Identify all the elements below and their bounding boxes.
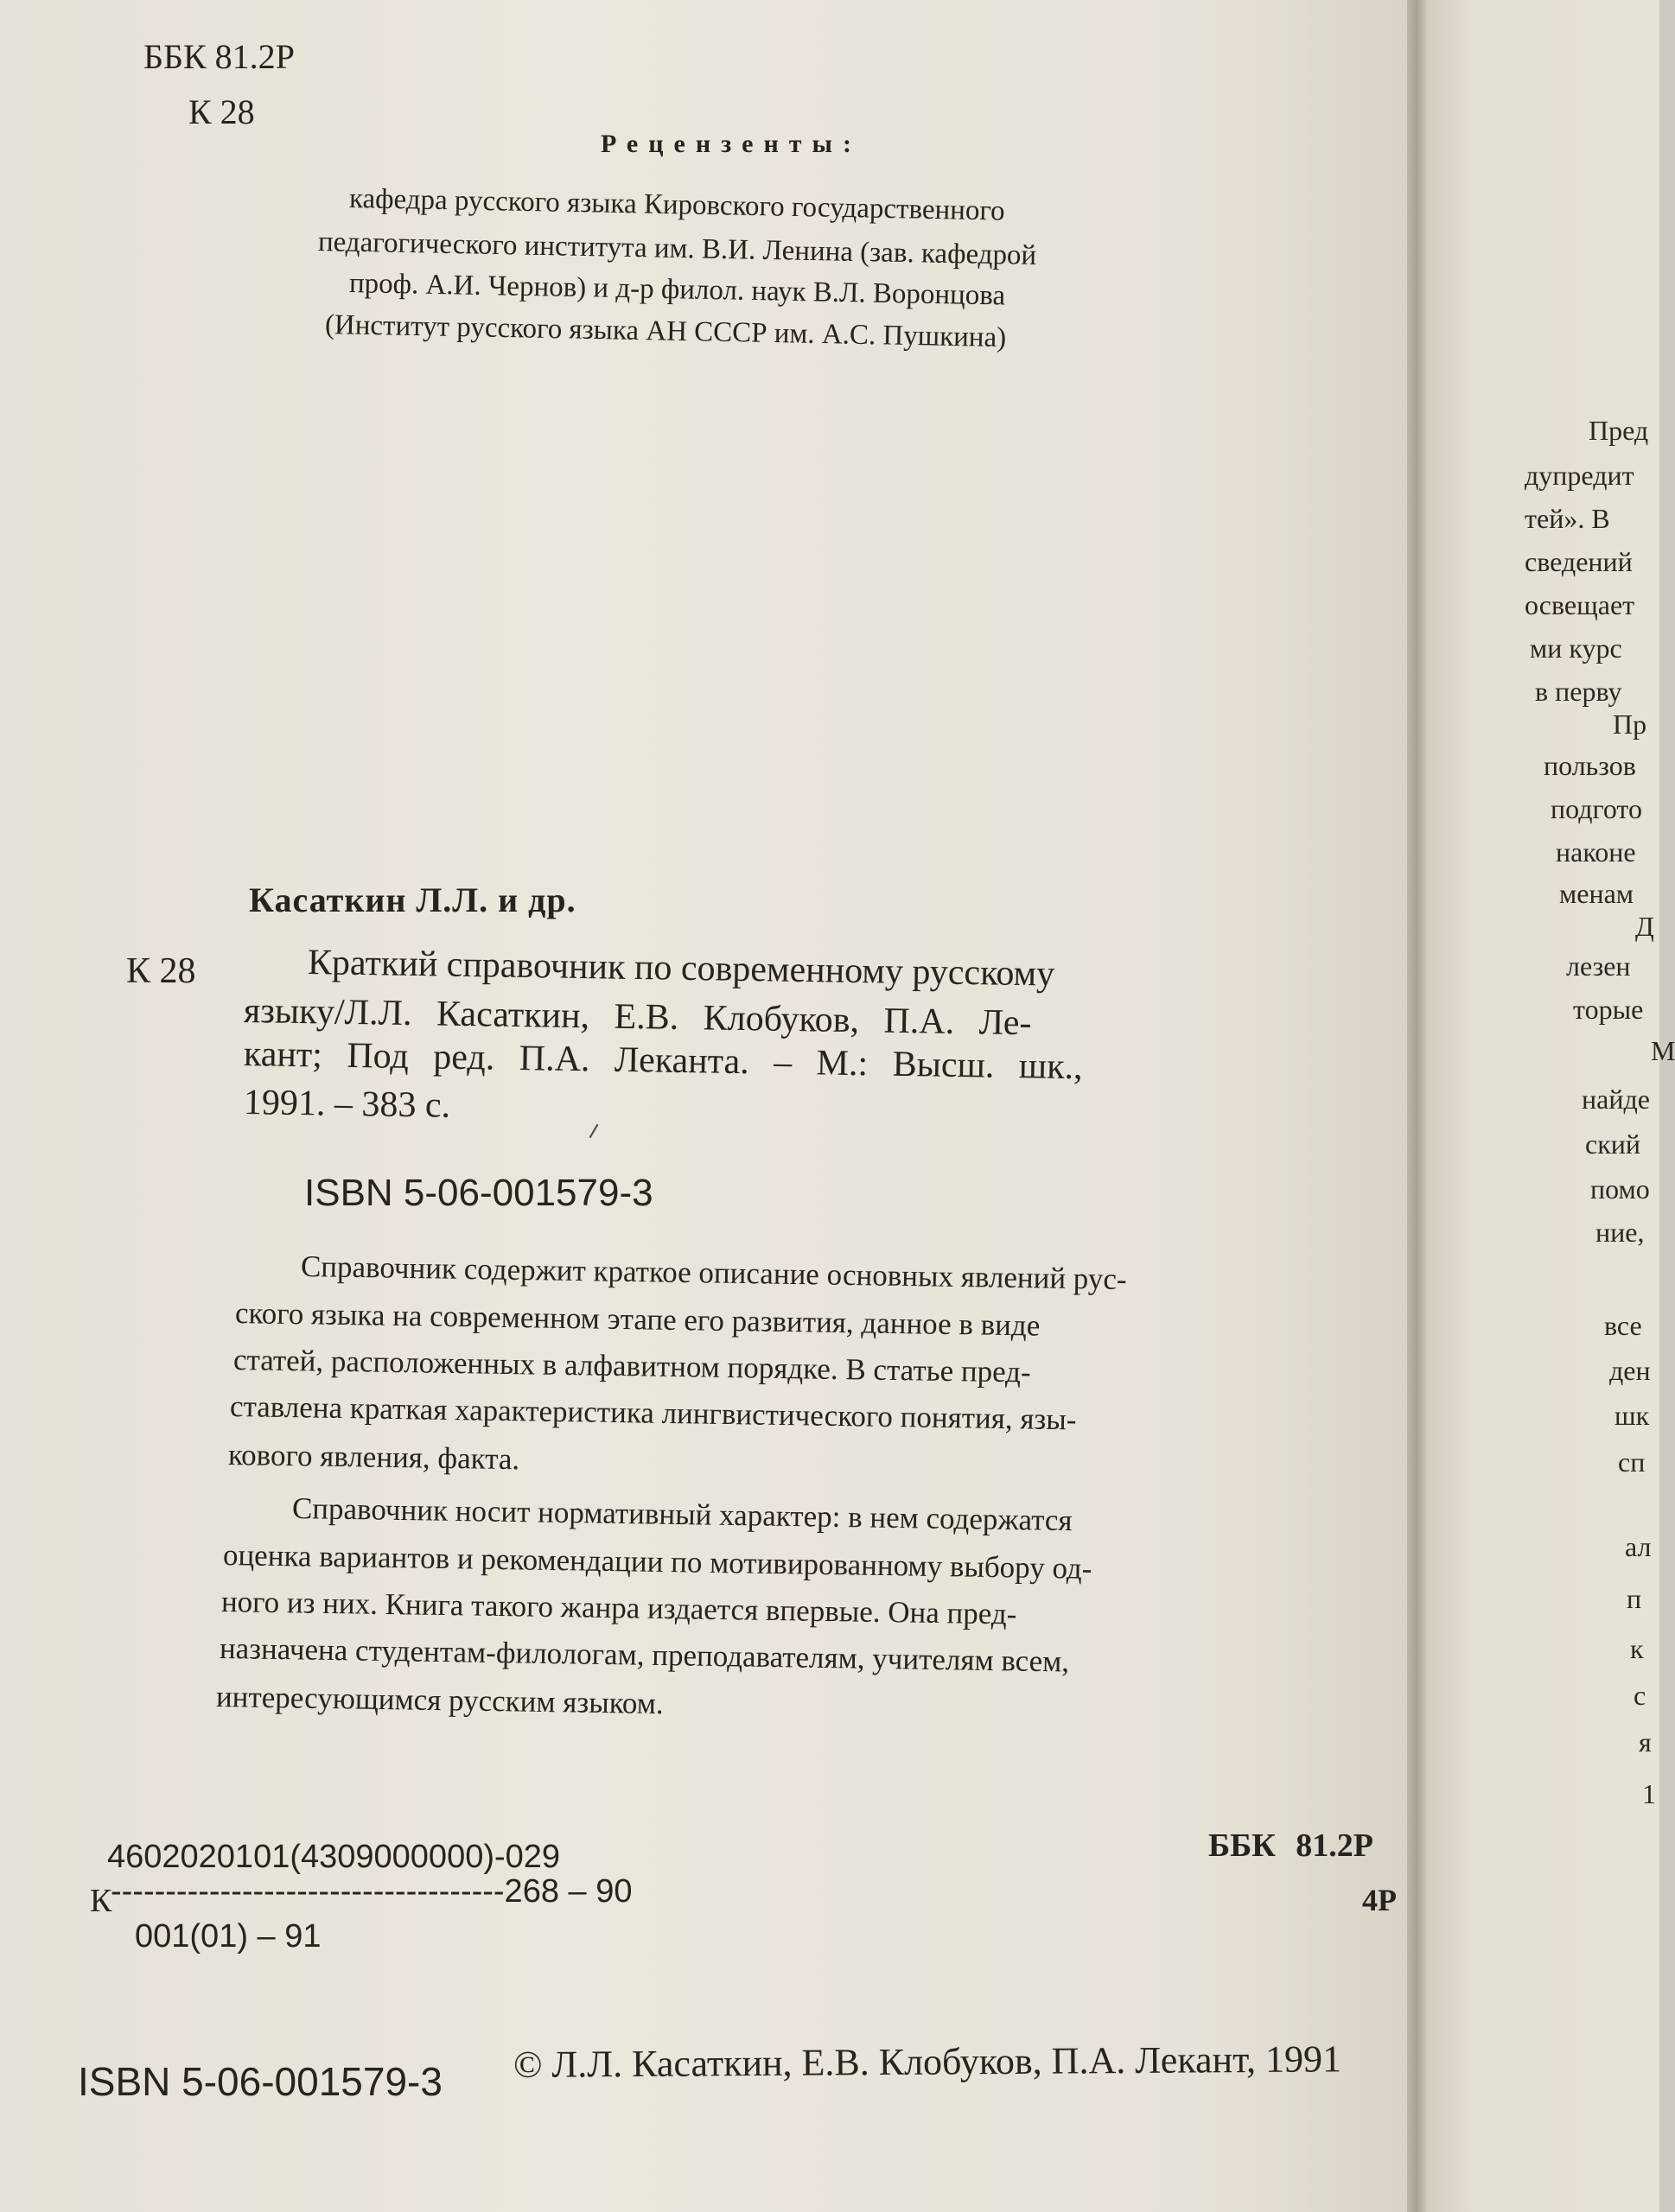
right-page-fragment: М <box>1651 1035 1675 1066</box>
right-page-fragment: все <box>1604 1310 1642 1341</box>
right-page-fragment: тей». В <box>1525 503 1610 534</box>
annotation-line: Справочник содержит краткое описание основных явлений рус- <box>300 1249 1127 1297</box>
publisher-code-k: К <box>90 1883 112 1919</box>
right-page-fragment: с <box>1634 1680 1646 1711</box>
reviewers-title: Рецензенты: <box>601 130 862 158</box>
reviewers-line: кафедра русского языка Кировского государственного <box>348 183 1005 227</box>
right-page-fragment: лезен <box>1566 950 1631 982</box>
right-page-fragment: подгото <box>1551 793 1642 824</box>
right-page-fragment: шк <box>1614 1400 1650 1431</box>
right-page-fragment: к <box>1630 1633 1644 1664</box>
reviewers-line: педагогического института им. В.И. Ленина (зав. кафедрой <box>317 226 1037 271</box>
publisher-code-line: ------------------------------------268 – 90 <box>111 1873 633 1910</box>
annotation-line: статей, расположенных в алфавитном порядке. В статье пред- <box>232 1343 1031 1389</box>
annotation-line: кового явления, факта. <box>227 1438 520 1477</box>
right-page-fragment: освещает <box>1525 589 1635 620</box>
bibliographic-reference-line: языку/Л.Л. Касаткин, Е.В. Клобуков, П.А. Ле- <box>243 991 1032 1044</box>
right-page-fragment: п <box>1627 1583 1642 1614</box>
bibliographic-reference-line: кант; Под ред. П.А. Леканта. – М.: Высш. шк., <box>243 1034 1083 1088</box>
bbk-code-top: ББК 81.2Р <box>143 37 295 76</box>
author-mark-top: К 28 <box>188 92 255 131</box>
right-page-fragment: ми курс <box>1530 632 1622 664</box>
right-page-fragment: в перву <box>1535 676 1622 707</box>
right-page-fragment: наконе <box>1556 836 1636 868</box>
right-page-fragment: Пред <box>1589 415 1649 446</box>
book-gutter <box>1407 0 1426 2212</box>
right-page-fragment: менам <box>1559 878 1634 909</box>
publisher-code-line: 4602020101(4309000000)-029 <box>107 1839 561 1875</box>
right-page-fragment: сведений <box>1525 546 1633 577</box>
right-page-fragment: помо <box>1590 1173 1650 1205</box>
annotation-line: интересующимся русским языком. <box>215 1680 665 1721</box>
bibliographic-reference-line: 1991. – 383 с. <box>243 1083 451 1126</box>
right-page-fragment: пользов <box>1544 750 1636 781</box>
annotation-line: Справочник носит нормативный характер: в нем содержатся <box>291 1491 1073 1538</box>
bbk-code-bottom: ББК 81.2Р <box>1208 1827 1374 1864</box>
right-page-fragment: ский <box>1585 1128 1640 1160</box>
right-page-fragment: ден <box>1609 1355 1651 1386</box>
right-page-fragment: ние, <box>1595 1217 1645 1248</box>
right-page-fragment: сп <box>1618 1446 1646 1478</box>
reviewers-line: проф. А.И. Чернов) и д-р филол. наук В.Л. Воронцова <box>348 268 1006 312</box>
right-page-fragment: найде <box>1582 1084 1650 1115</box>
right-page-fragment: торые <box>1573 994 1644 1025</box>
reviewers-line: (Институт русского языка АН СССР им. А.С. Пушкина) <box>324 309 1007 354</box>
right-page-fragment: ал <box>1625 1531 1652 1562</box>
bibliographic-reference-line: Краткий справочник по современному русскому <box>307 943 1055 995</box>
annotation-line: назначена студентам-филологам, преподавателям, учителям всем, <box>219 1631 1070 1679</box>
isbn-main: ISBN 5-06-001579-3 <box>304 1172 653 1214</box>
code-4p: 4Р <box>1362 1883 1397 1917</box>
annotation-line: ного из них. Книга такого жанра издается впервые. Она пред- <box>220 1585 1017 1631</box>
right-page-fragment: я <box>1639 1726 1652 1758</box>
right-page-fragment: дупредит <box>1525 460 1634 491</box>
right-page-fragment: Д <box>1635 911 1654 942</box>
catalog-code: К 28 <box>126 951 196 991</box>
isbn-bottom: ISBN 5-06-001579-3 <box>78 2059 443 2104</box>
annotation-line: оценка вариантов и рекомендации по мотивированному выбору од- <box>222 1538 1092 1586</box>
annotation-line: ского языка на современном этапе его развития, данное в виде <box>234 1296 1041 1343</box>
right-page-fragment: Пр <box>1613 709 1647 740</box>
authors-heading: Касаткин Л.Л. и др. <box>249 880 576 919</box>
annotation-line: ставлена краткая характеристика лингвистического понятия, язы- <box>229 1389 1077 1437</box>
publisher-code-line: 001(01) – 91 <box>135 1918 322 1955</box>
right-page-fragment: 1 <box>1642 1778 1656 1809</box>
copyright-line: © Л.Л. Касаткин, Е.В. Клобуков, П.А. Лекант, 1991 <box>513 2037 1342 2086</box>
